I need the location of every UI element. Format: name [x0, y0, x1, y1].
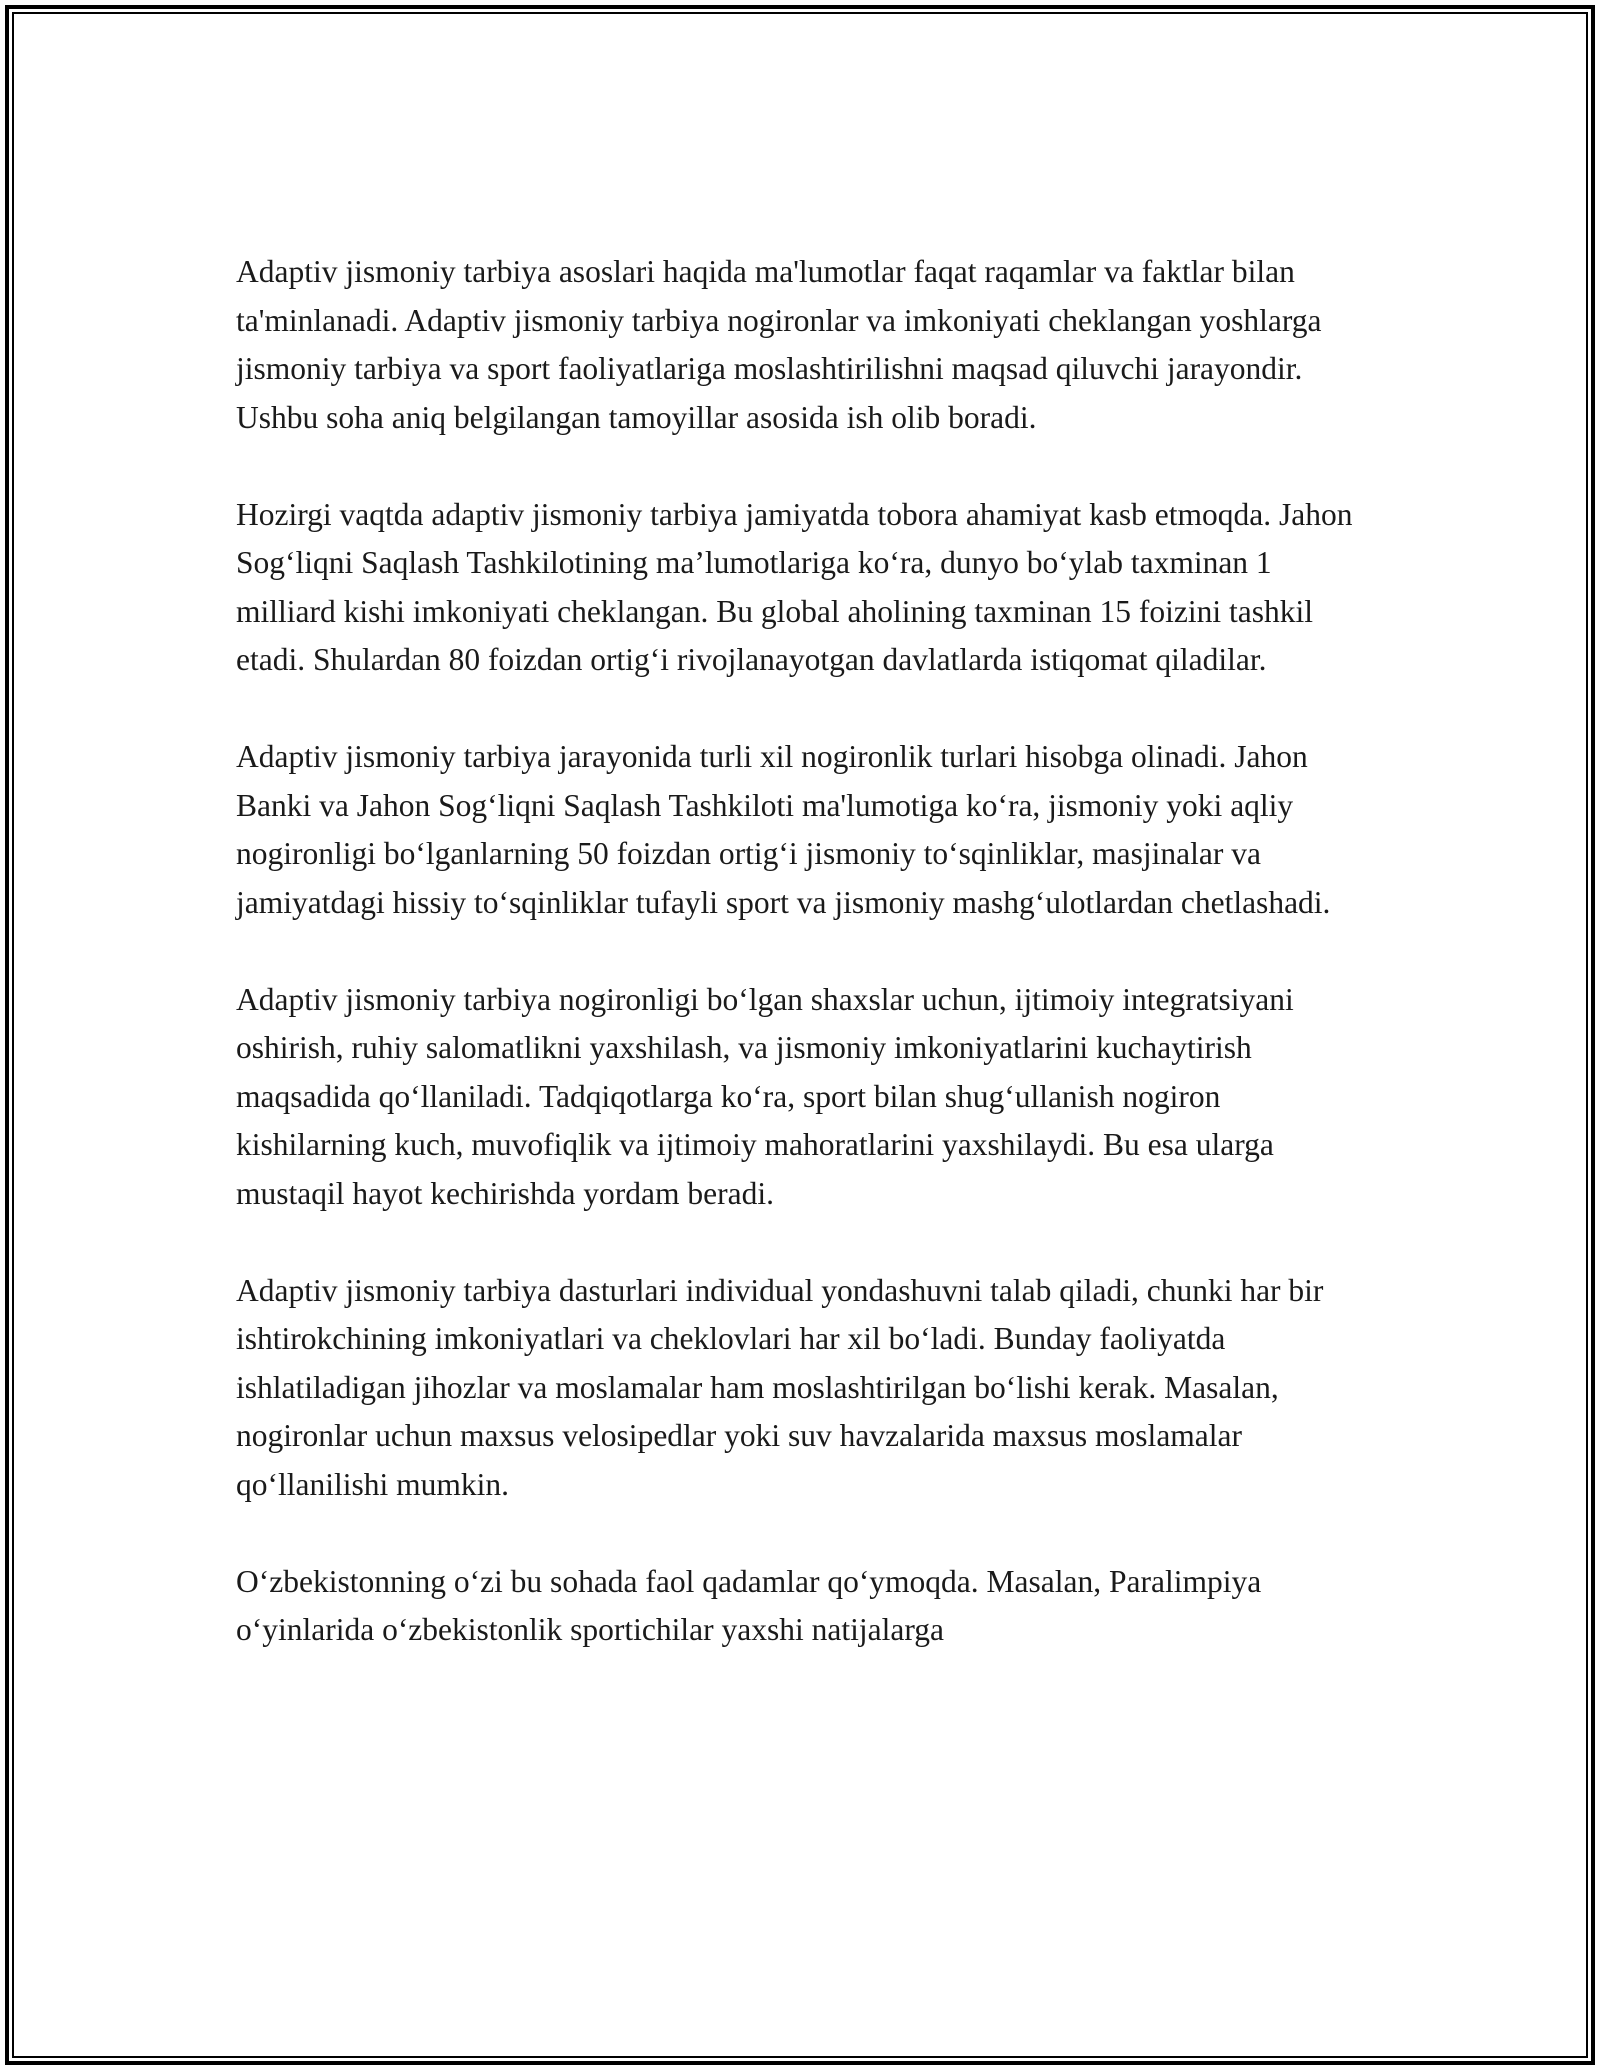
paragraph-programs: Adaptiv jismoniy tarbiya dasturlari individual yondashuvni talab qiladi, chunki har bir ishtirokchining imkoniyatlari va cheklovlari har xil bo‘ladi. Bunday faoliyatda ishlatiladigan jihozlar va moslamalar ham moslashtirilgan bo‘lishi kerak. Masalan, nogironlar uchun maxsus velosipedlar yoki suv havzalarida maxsus moslamalar qo‘llanilishi mumkin.	[236, 1272, 1324, 1502]
paragraph-benefits: Adaptiv jismoniy tarbiya nogironligi bo‘lgan shaxslar uchun, ijtimoiy integratsiyani oshirish, ruhiy salomatlikni yaxshilash, va jismoniy imkoniyatlarini kuchaytirish maqsadida qo‘llaniladi. Tadqiqotlarga ko‘ra, sport bilan shug‘ullanish nogiron kishilarning kuch, muvofiqlik va ijtimoiy mahoratlarini yaxshilaydi. Bu esa ularga mustaqil hayot kechirishda yordam beradi.	[236, 981, 1294, 1211]
paragraph-uzbekistan: O‘zbekistonning o‘zi bu sohada faol qadamlar qo‘ymoqda. Masalan, Paralimpiya o‘yinlarida o‘zbekistonlik sportichilar yaxshi natijalarga	[236, 1563, 1262, 1647]
paragraph-intro: Adaptiv jismoniy tarbiya asoslari haqida ma'lumotlar faqat raqamlar va faktlar bilan ta'minlanadi. Adaptiv jismoniy tarbiya nogironlar va imkoniyati cheklangan yoshlarga jismoniy tarbiya va sport faoliyatlariga moslashtirilishni maqsad qiluvchi jarayondir. Ushbu soha aniq belgilangan tamoyillar asosida ish olib boradi.	[236, 254, 1322, 435]
paragraph-statistics: Hozirgi vaqtda adaptiv jismoniy tarbiya jamiyatda tobora ahamiyat kasb etmoqda. Jahon Sog‘liqni Saqlash Tashkilotining ma’lumotlariga ko‘ra, dunyo bo‘ylab taxminan 1 milliard kishi imkoniyati cheklangan. Bu global aholining taxminan 15 foizini tashkil etadi. Shulardan 80 foizdan ortig‘i rivojlanayotgan davlatlarda istiqomat qiladilar.	[236, 496, 1353, 677]
document-body	[236, 248, 1376, 1703]
paragraph-disability-types: Adaptiv jismoniy tarbiya jarayonida turli xil nogironlik turlari hisobga olinadi. Jahon Banki va Jahon Sog‘liqni Saqlash Tashkiloti ma'lumotiga ko‘ra, jismoniy yoki aqliy nogironligi bo‘lganlarning 50 foizdan ortig‘i jismoniy to‘sqinliklar, masjinalar va jamiyatdagi hissiy to‘sqinliklar tufayli sport va jismoniy mashg‘ulotlardan chetlashadi.	[236, 739, 1331, 920]
